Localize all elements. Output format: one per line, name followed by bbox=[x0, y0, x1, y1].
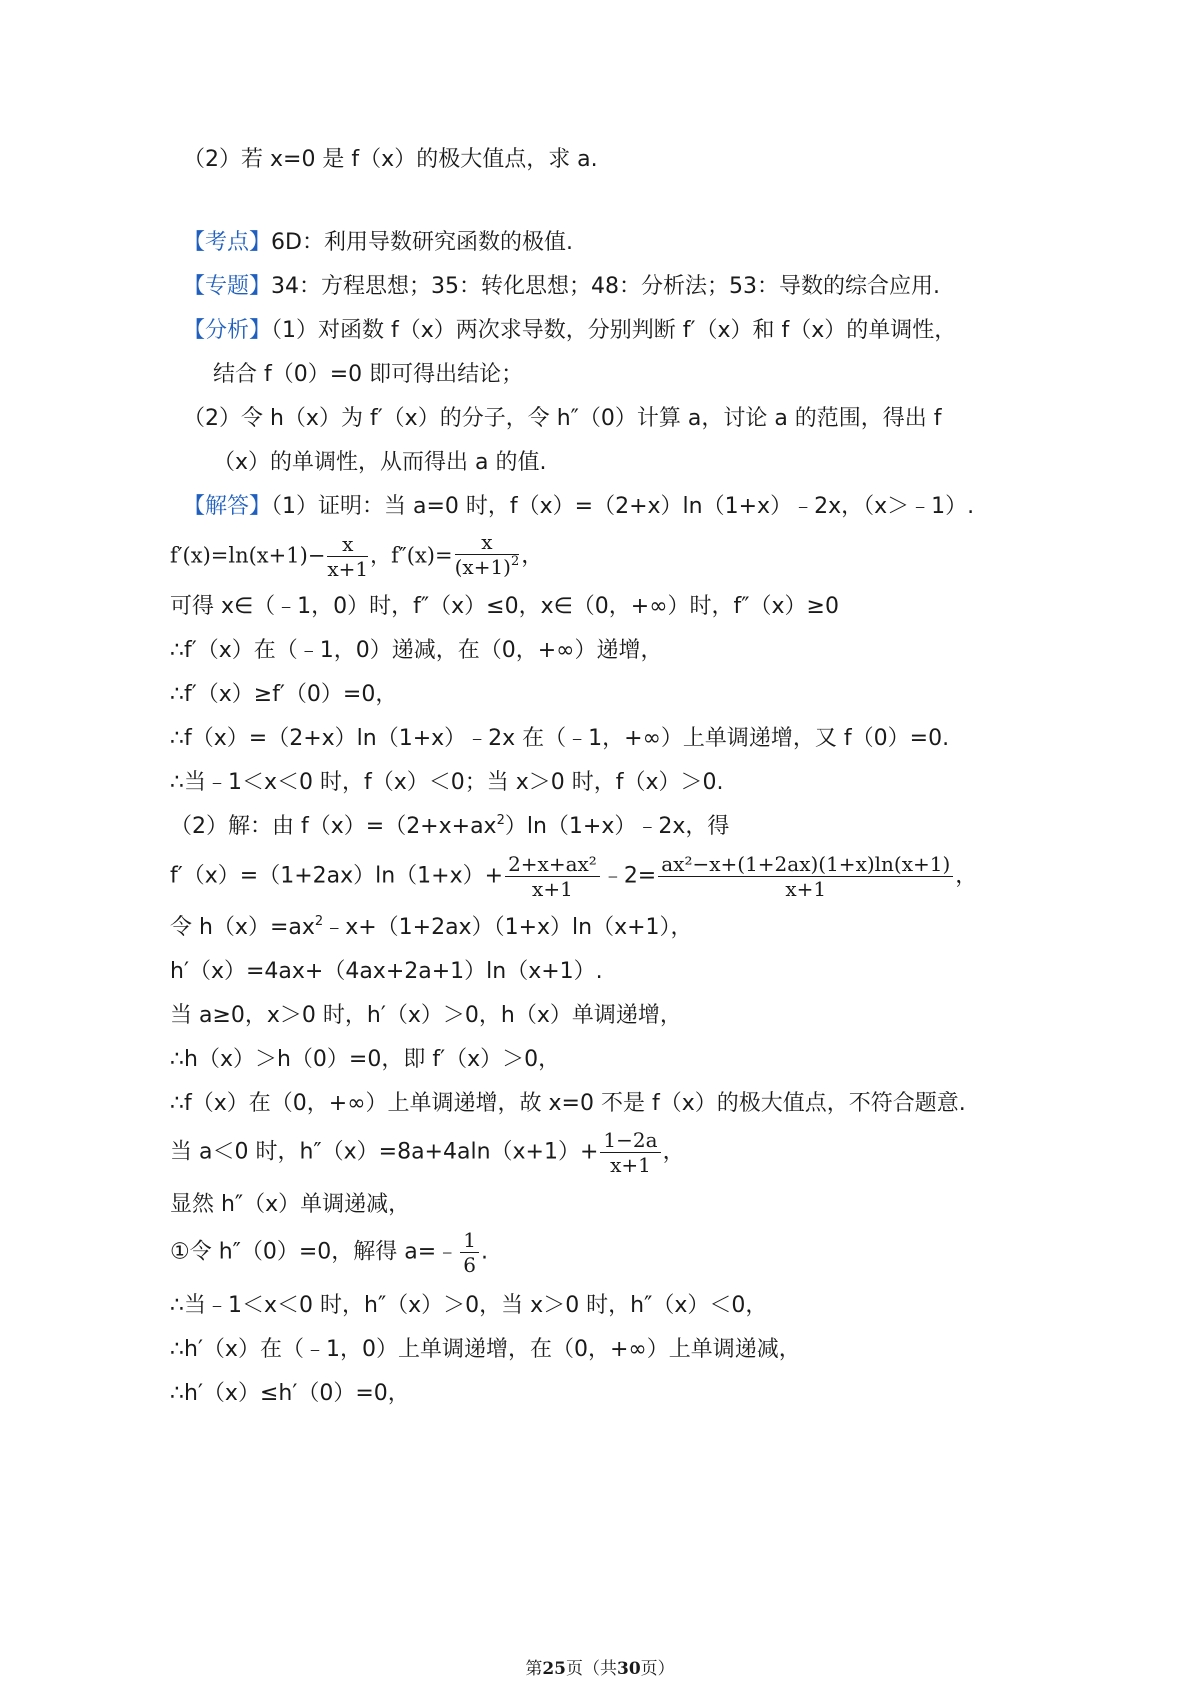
page-footer bbox=[0, 1654, 1200, 1679]
line-13-a: f′（x）=（1+2ax）ln（1+x）+ bbox=[170, 863, 504, 889]
line-14 bbox=[170, 913, 693, 946]
line-15: h′（x）=4ax+（4ax+2a+1）ln（x+1）. bbox=[170, 959, 603, 984]
line-11: ∴当﹣1＜x＜0 时，f（x）＜0；当 x＞0 时，f（x）＞0. bbox=[170, 770, 724, 795]
footer-page-number: 25 bbox=[542, 1659, 566, 1679]
fraction-denominator: 6 bbox=[463, 1253, 476, 1277]
line-10: ∴f（x）=（2+x）ln（1+x）﹣2x 在（﹣1，+∞）上单调递增，又 f（0）=0. bbox=[170, 726, 950, 751]
line-21-b: . bbox=[480, 1239, 488, 1265]
fenxi-text-3: （2）令 h（x）为 f′（x）的分子，令 h″（0）计算 a，讨论 a 的范围，得出 f bbox=[183, 406, 942, 431]
fraction-denominator: x+1 bbox=[785, 877, 827, 901]
fenxi-text-4: （x）的单调性，从而得出 a 的值. bbox=[213, 450, 547, 475]
fraction-one-sixth bbox=[460, 1228, 479, 1277]
line-19 bbox=[170, 1128, 685, 1177]
line-17: ∴h（x）＞h（0）=0，即 f′（x）＞0， bbox=[170, 1047, 561, 1072]
line-16: 当 a≥0，x＞0 时，h′（x）＞0，h（x）单调递增， bbox=[170, 1003, 682, 1028]
fraction-denominator: x+1 bbox=[610, 1153, 651, 1177]
fenxi-tag: 【分析】 bbox=[183, 318, 272, 343]
jieda-text-1: （1）证明：当 a=0 时，f（x）=（2+x）ln（1+x）﹣2x，（x＞﹣1）. bbox=[271, 494, 975, 519]
line-21 bbox=[170, 1228, 488, 1277]
kaodian-line bbox=[183, 228, 573, 258]
fdoubleprime-expr: ，f″(x)= bbox=[370, 543, 453, 568]
line-14-a: 令 h（x）=ax bbox=[170, 915, 315, 940]
line-18: ∴f（x）在（0，+∞）上单调递增，故 x=0 不是 f（x）的极大值点，不符合题意. bbox=[170, 1091, 966, 1116]
line-12 bbox=[170, 812, 729, 845]
line-13 bbox=[170, 852, 977, 901]
line-12-b: ）ln（1+x）﹣2x，得 bbox=[504, 814, 730, 839]
fraction-denominator: x+1 bbox=[327, 557, 369, 581]
footer-total-pages: 30 bbox=[617, 1659, 641, 1679]
denominator-exponent: 2 bbox=[510, 554, 520, 569]
fraction-x-over-squared bbox=[455, 530, 520, 583]
zhuanti-tag: 【专题】 bbox=[183, 274, 272, 299]
fenxi-text-2: 结合 f（0）=0 即可得出结论； bbox=[213, 362, 524, 387]
fraction-denominator: x+1 bbox=[532, 877, 573, 901]
fprime-formula-line bbox=[170, 530, 543, 583]
fraction-numerator: x bbox=[327, 532, 368, 557]
fraction-2 bbox=[658, 852, 953, 901]
fraction-numerator: ax²−x+(1+2ax)(1+x)ln(x+1) bbox=[658, 852, 953, 877]
formula-comma: ， bbox=[521, 543, 544, 569]
line-13-c: ， bbox=[955, 863, 978, 889]
fraction-numerator: x bbox=[455, 530, 520, 555]
footer-post: 页） bbox=[640, 1659, 675, 1679]
footer-mid: 页（共 bbox=[566, 1659, 617, 1679]
line-12-a: （2）解：由 f（x）=（2+x+ax bbox=[170, 814, 497, 839]
line-9: ∴f′（x）≥f′（0）=0， bbox=[170, 682, 398, 707]
fraction-x-over-xplus1 bbox=[327, 532, 368, 581]
zhuanti-text: 34：方程思想；35：转化思想；48：分析法；53：导数的综合应用. bbox=[271, 274, 940, 299]
fprime-expr: f′(x)=ln(x+1)− bbox=[170, 543, 326, 568]
superscript-2: 2 bbox=[496, 813, 505, 828]
line-23: ∴h′（x）在（﹣1，0）上单调递增，在（0，+∞）上单调递减， bbox=[170, 1337, 801, 1362]
fraction-numerator: 2+x+ax² bbox=[505, 852, 600, 877]
kaodian-tag: 【考点】 bbox=[183, 230, 272, 255]
fraction-1-minus-2a bbox=[600, 1128, 660, 1177]
line-8: ∴f′（x）在（﹣1，0）递减，在（0，+∞）递增， bbox=[170, 638, 663, 663]
denominator-base: (x+1) bbox=[454, 555, 511, 579]
fraction-numerator: 1−2a bbox=[600, 1128, 660, 1153]
fenxi-text-1: （1）对函数 f（x）两次求导数，分别判断 f′（x）和 f（x）的单调性， bbox=[271, 318, 957, 343]
line-13-b: ﹣2= bbox=[601, 863, 657, 889]
zhuanti-line bbox=[183, 272, 940, 302]
fraction-numerator: 1 bbox=[460, 1228, 479, 1253]
question-part-2: （2）若 x=0 是 f（x）的极大值点，求 a. bbox=[183, 147, 598, 172]
jieda-tag: 【解答】 bbox=[183, 494, 272, 519]
line-7: 可得 x∈（﹣1，0）时，f″（x）≤0，x∈（0，+∞）时，f″（x）≥0 bbox=[170, 594, 839, 619]
line-22: ∴当﹣1＜x＜0 时，h″（x）＞0，当 x＞0 时，h″（x）＜0， bbox=[170, 1293, 768, 1318]
line-20: 显然 h″（x）单调递减， bbox=[170, 1192, 411, 1217]
fenxi-line bbox=[183, 316, 956, 346]
fraction-denominator bbox=[455, 555, 520, 583]
jieda-line bbox=[183, 492, 974, 522]
fraction-1 bbox=[505, 852, 600, 901]
line-14-b: ﹣x+（1+2ax）（1+x）ln（x+1）， bbox=[323, 915, 693, 940]
line-19-b: ， bbox=[662, 1139, 685, 1165]
line-19-a: 当 a＜0 时，h″（x）=8a+4aln（x+1）+ bbox=[170, 1139, 599, 1165]
superscript-2: 2 bbox=[314, 914, 324, 929]
line-21-a: ①令 h″（0）=0，解得 a=﹣ bbox=[170, 1239, 459, 1265]
line-24: ∴h′（x）≤h′（0）=0， bbox=[170, 1381, 410, 1406]
kaodian-text: 6D：利用导数研究函数的极值. bbox=[271, 230, 573, 255]
footer-pre: 第 bbox=[525, 1659, 543, 1679]
